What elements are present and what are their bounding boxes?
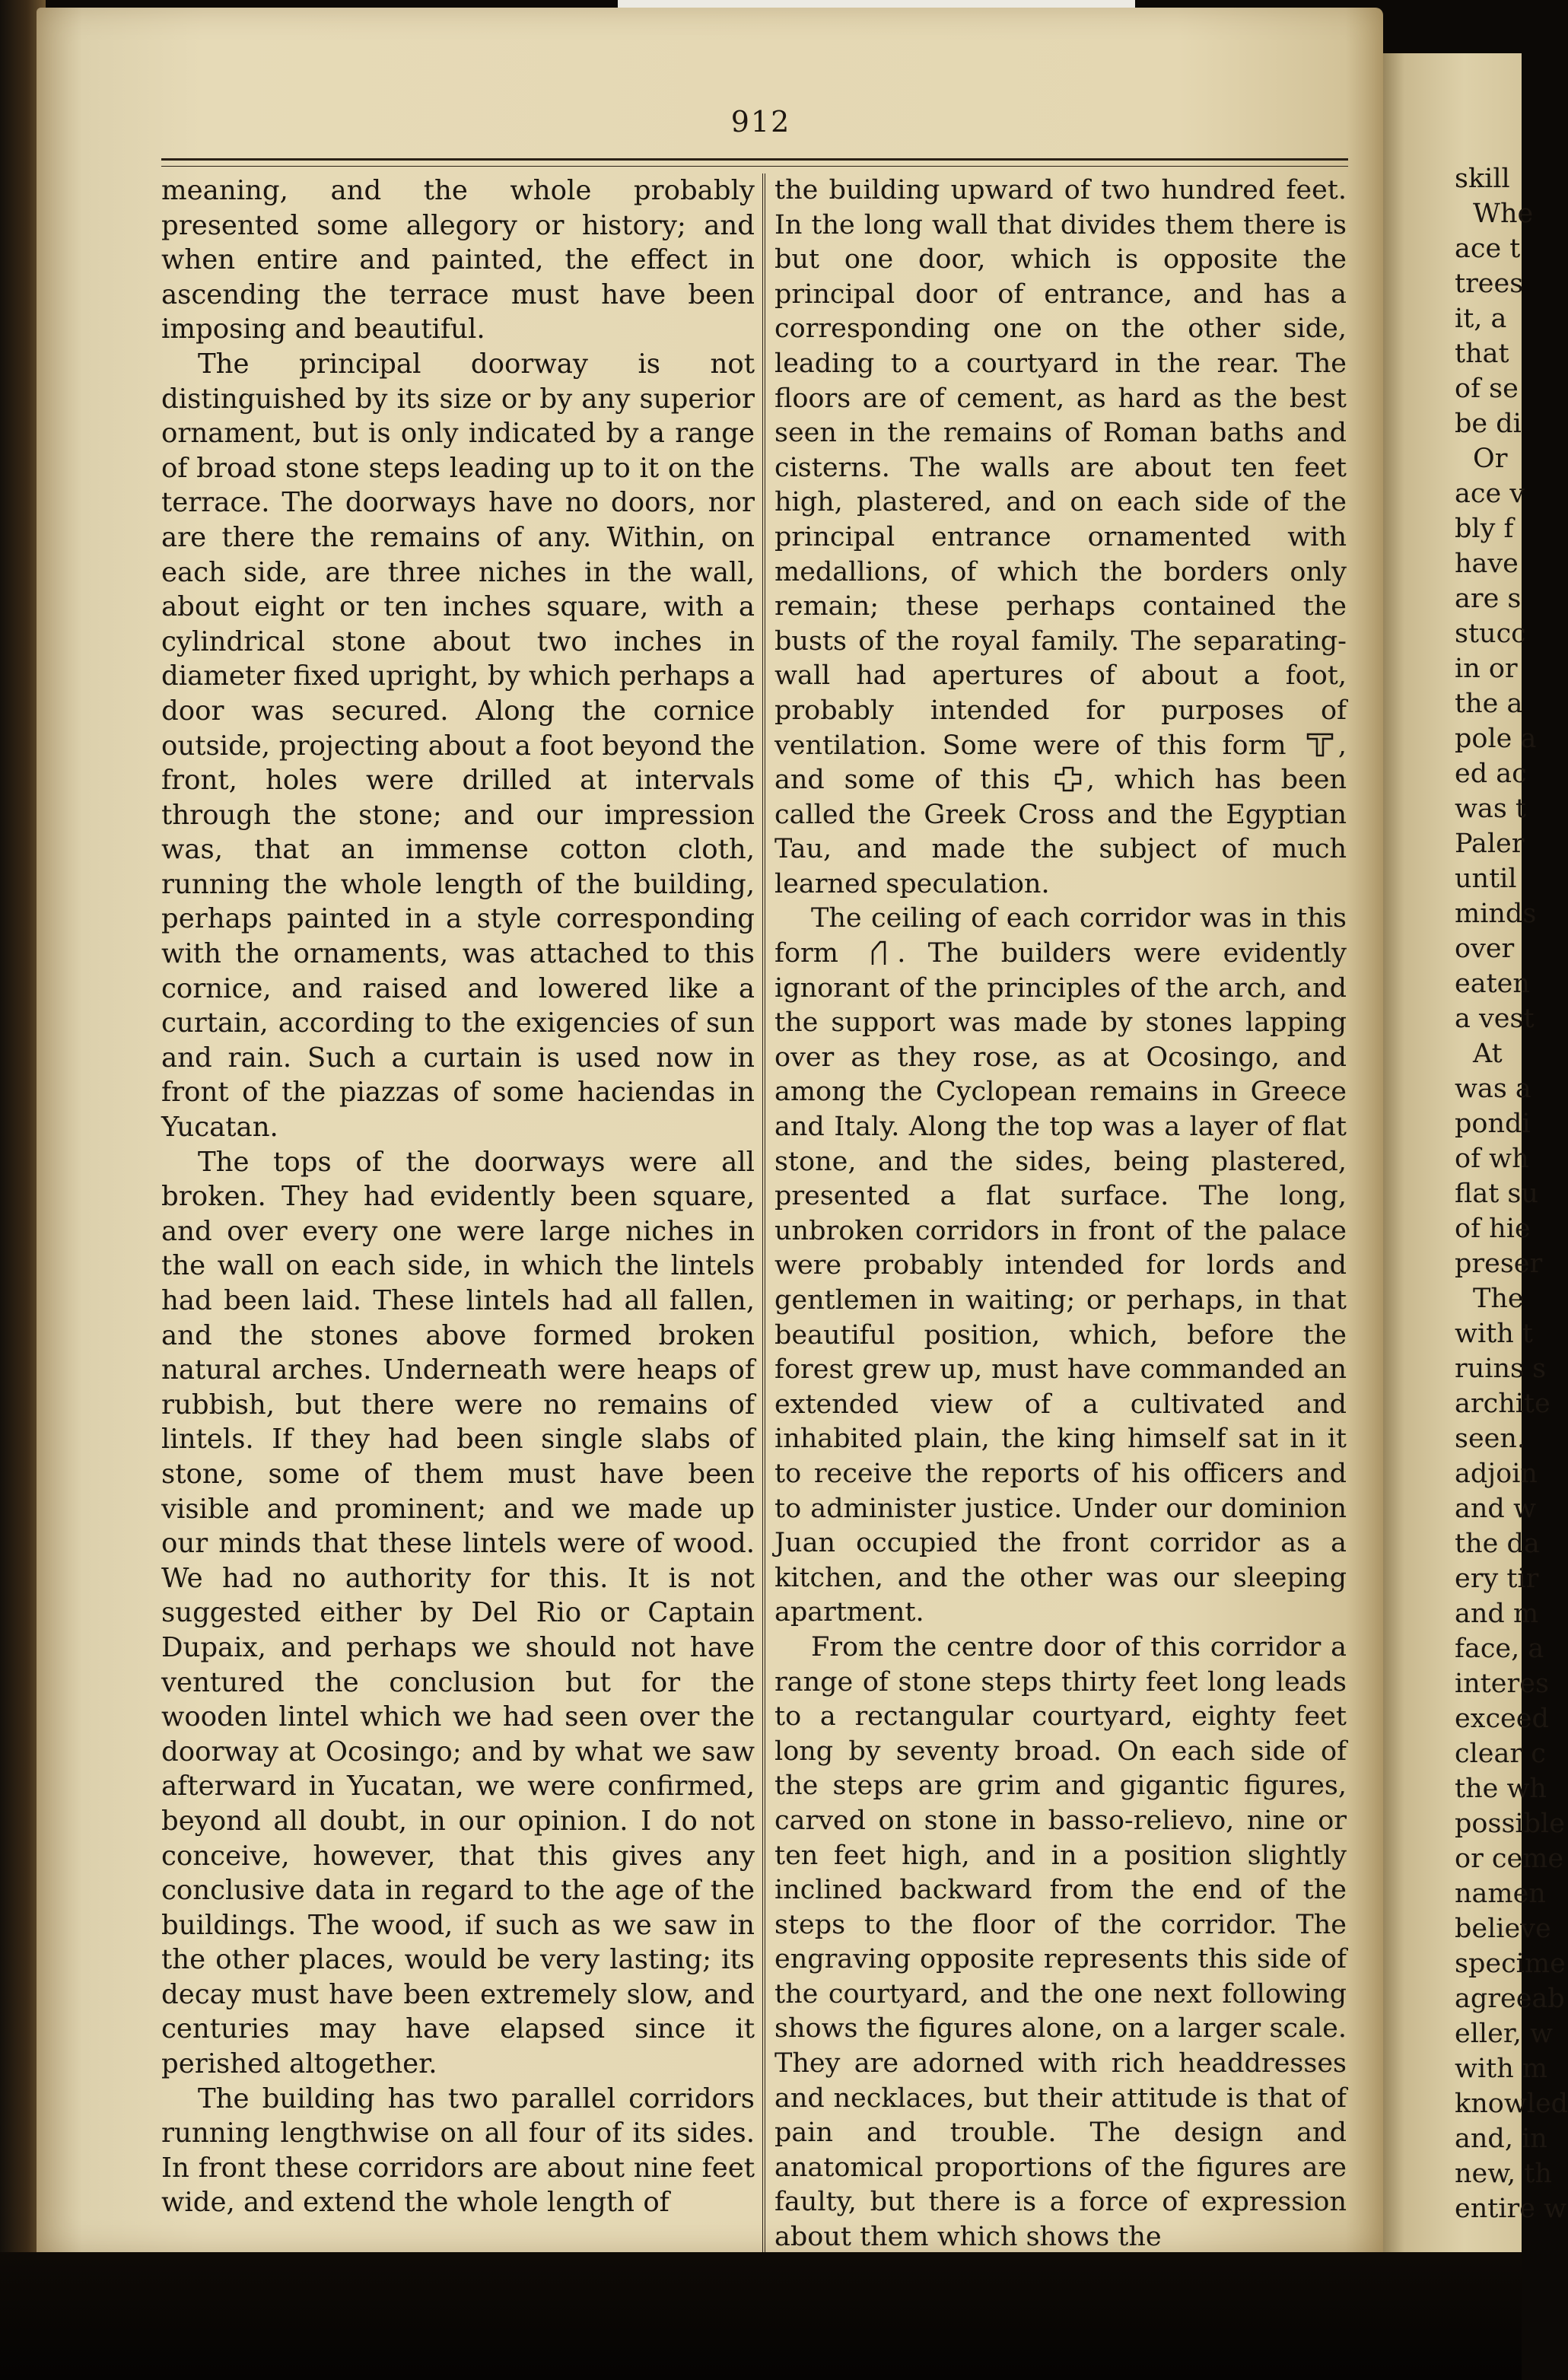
text-line: until xyxy=(1455,864,1517,894)
text-line: exceed xyxy=(1455,1704,1549,1734)
text-line: and w xyxy=(1455,1494,1536,1524)
paragraph xyxy=(774,173,1347,902)
page-number: 912 xyxy=(730,105,791,138)
text-line: over xyxy=(1455,934,1515,964)
paragraph: From the centre door of this corridor a range of stone steps thirty feet long leads to a rectangular courtyard, eighty feet long by seventy broad. On each side of the steps are grim and gigantic figures, carved on stone in basso-relievo, nine or ten feet high, and in a position slightly inclined backward from the end of the steps to the floor of the corridor. The engraving opposite represents this side of the courtyard, and the one next following shows the figures alone, on a larger scale. They are adorned with rich headdresses and necklaces, but their attitude is that of pain and trouble. The design and anatomical proportions of the figures are faulty, but there is a force of expression about them which shows the xyxy=(774,1631,1347,2253)
text-line: was a xyxy=(1455,1074,1531,1104)
paragraph-text: the building upward of two hundred feet. In the long wall that divides them there is but one door, which is opposite the principal door of entrance, and has a corresponding one on the other side, leading to a courtyard in the rear. The floors are of cement, as hard as the best seen in the remains of Roman baths and cisterns. The walls are about ten feet high, plastered, and on each side of the principal entrance ornamented with medallions, of which the borders only remain; these perhaps contained the busts of the royal family. The separating-wall had apertures of about a foot, probably intended for purposes of ventilation. Some were of this form xyxy=(774,175,1347,761)
text-line: adjoin xyxy=(1455,1459,1538,1489)
text-line: knowled xyxy=(1455,2089,1568,2119)
paragraph: The principal doorway is not distinguished by its size or by any superior ornament, but is only indicated by a range of broad stone steps leading up to it on the terrace. The doorways have no doors, nor are there the remains of any. Within, on each side, are three niches in the wall, about eight or ten inches square, with a cylindrical stone about two inches in diameter fixed upright, by which perhaps a door was secured. Along the cornice outside, projecting about a foot beyond the front, holes were drilled at intervals through the stone; and our impression was, that an immense cotton cloth, running the whole length of the building, perhaps painted in a style corresponding with the ornaments, was attached to this cornice, and raised and lowered like a curtain, according to the exigencies of sun and rain. Such a curtain is used now in front of the piazzas of some haciendas in Yucatan. xyxy=(161,348,755,1144)
text-line: that xyxy=(1455,339,1509,369)
text-line: of se xyxy=(1455,374,1519,404)
text-line: are s xyxy=(1455,584,1522,614)
text-line: Paler xyxy=(1455,829,1525,859)
text-line: and m xyxy=(1455,1599,1539,1629)
paragraph-text: . The builders were evidently ignorant of the principles of the arch, and the support was made by stones lapping over as they rose, as at Ocosingo, and among the Cyclopean remains in Greece and Italy. Along the top was a layer of flat stone, and the sides, being plastered, presented a flat surface. The long, unbroken corridors in front of the palace were probably intended for lords and gentlemen in waiting; or perhaps, in that beautiful position, which, before the forest grew up, must have commanded an extended view of a cultivated and inhabited plain, the king himself sat in it to receive the reports of his officers and to administer justice. Under our dominion Juan occupied the front corridor as a kitchen, and the other was our sleeping apartment. xyxy=(774,938,1347,1628)
text-line: believe xyxy=(1455,1914,1551,1944)
facing-page-text xyxy=(1455,161,1568,2246)
text-line: of hie xyxy=(1455,1214,1531,1244)
text-line: Or xyxy=(1473,444,1508,474)
text-line: trees xyxy=(1455,269,1524,299)
text-line: clear c xyxy=(1455,1739,1546,1769)
corbel-arch-icon xyxy=(864,939,894,966)
text-line: seen. xyxy=(1455,1424,1526,1454)
header-rule xyxy=(161,158,1348,161)
text-line: preser xyxy=(1455,1249,1543,1279)
text-line: have xyxy=(1455,549,1519,579)
text-line: bly f xyxy=(1455,514,1514,544)
text-line: the a xyxy=(1455,689,1523,719)
text-line: eller, w xyxy=(1455,2019,1553,2049)
text-line: minds xyxy=(1455,899,1537,929)
text-line: or ceme xyxy=(1455,1844,1564,1874)
tau-cross-icon xyxy=(1305,731,1335,759)
paragraph-text: , and some of this xyxy=(774,730,1347,796)
text-line: namen xyxy=(1455,1879,1546,1909)
paragraph-text: , which has been called the Greek Cross and the Egyptian Tau, and made the subject of much learned speculation. xyxy=(774,765,1347,899)
text-line: possible xyxy=(1455,1809,1565,1839)
text-line: archite xyxy=(1455,1389,1551,1419)
left-column xyxy=(161,173,755,2258)
text-line: eaten xyxy=(1455,969,1530,999)
text-line: Whe xyxy=(1473,199,1534,229)
text-line: face, a xyxy=(1455,1634,1544,1664)
text-line: and, in xyxy=(1455,2124,1547,2154)
text-line: The xyxy=(1473,1284,1524,1314)
text-line: stucc xyxy=(1455,619,1526,649)
background-shadow xyxy=(0,2252,1522,2380)
text-line: At xyxy=(1473,1039,1503,1069)
text-line: pondi xyxy=(1455,1109,1531,1139)
paragraph: meaning, and the whole probably presented some allegory or history; and when entire and painted, the effect in ascending the terrace must have been imposing and beautiful. xyxy=(161,175,755,345)
text-line: ace v xyxy=(1455,479,1525,509)
text-line: pole a xyxy=(1455,724,1537,754)
text-line: new, th xyxy=(1455,2159,1552,2189)
text-line: was t xyxy=(1455,794,1526,824)
text-line: it, a xyxy=(1455,304,1507,334)
header-rule-thin xyxy=(161,166,1348,167)
text-line: agreeab xyxy=(1455,1984,1565,2014)
middle-column xyxy=(774,173,1347,2258)
text-line: the wh xyxy=(1455,1774,1547,1804)
paragraph xyxy=(774,902,1347,1630)
text-line: of wh xyxy=(1455,1144,1529,1174)
text-line: the da xyxy=(1455,1529,1540,1559)
text-line: skill xyxy=(1455,164,1510,194)
text-line: ruins s xyxy=(1455,1354,1547,1384)
column-divider xyxy=(762,173,765,2255)
text-line: ed ac xyxy=(1455,759,1527,789)
paragraph-text: The ceiling of each corridor was in this form xyxy=(774,903,1347,969)
text-line: specime xyxy=(1455,1949,1566,1979)
text-line: ery tir xyxy=(1455,1564,1539,1594)
greek-cross-icon xyxy=(1053,765,1083,793)
text-line: interes xyxy=(1455,1669,1549,1699)
text-line: with m xyxy=(1455,2054,1548,2084)
paragraph: The tops of the doorways were all broken. They had evidently been square, and over every one were large niches in the wall on each side, in which the lintels had been laid. These lintels had all fallen, and the stones above formed broken natural arches. Underneath were heaps of rubbish, but there were no remains of lintels. If they had been single slabs of stone, some of them must have been visible and prominent; and we made up our minds that these lintels were of wood. We had no authority for this. It is not suggested either by Del Rio or Captain Dupaix, and perhaps we should not have ventured the conclusion but for the wooden lintel which we had seen over the doorway at Ocosingo; and by what we saw afterward in Yucatan, we were confirmed, beyond all doubt, in our opinion. I do not conceive, however, that this gives any conclusive data in regard to the age of the buildings. The wood, if such as we saw in the other places, would be very lasting; its decay must have been extremely slow, and centuries may have elapsed since it perished altogether. xyxy=(161,1146,755,2080)
text-line: in or xyxy=(1455,654,1518,684)
text-line: flat su xyxy=(1455,1179,1538,1209)
text-line: entire w xyxy=(1455,2194,1567,2224)
text-line: with t xyxy=(1455,1319,1533,1349)
text-line: ace t xyxy=(1455,234,1521,264)
text-line: a vest xyxy=(1455,1004,1535,1034)
paragraph: The building has two parallel corridors running lengthwise on all four of its sides. In front these corridors are about nine feet wide, and extend the whole length of xyxy=(161,2082,755,2219)
text-line: be di xyxy=(1455,409,1522,439)
